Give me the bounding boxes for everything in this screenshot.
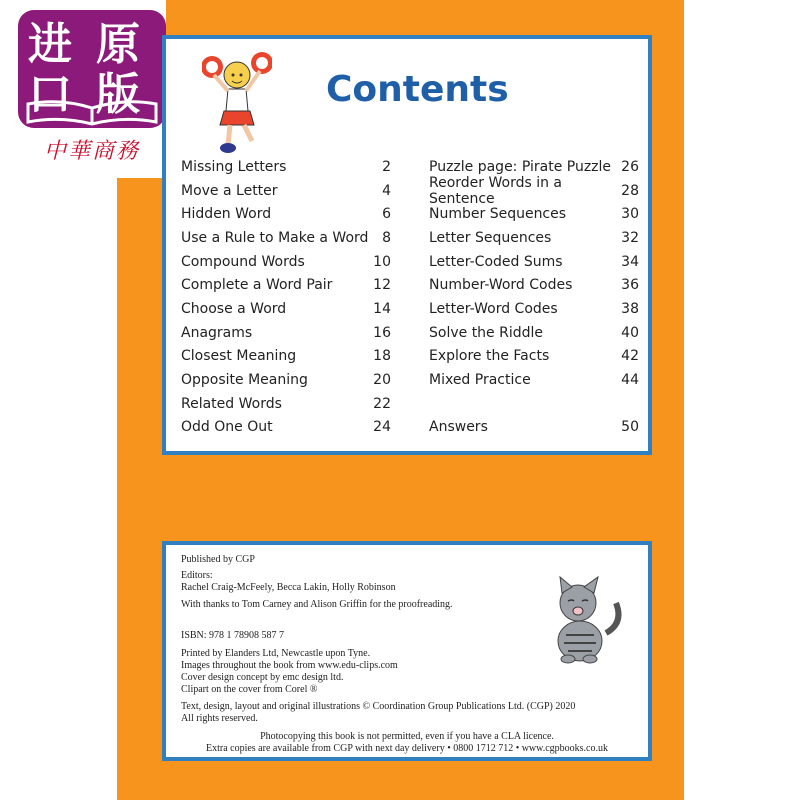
toc-page: 44 (621, 372, 639, 389)
toc-label: Hidden Word (181, 206, 272, 223)
toc-label: Number-Word Codes (429, 277, 573, 294)
toc-label: Reorder Words in a Sentence (429, 174, 563, 207)
toc-page: 26 (621, 158, 639, 175)
toc-label: Puzzle page: Pirate Puzzle (429, 158, 612, 175)
toc-entry (181, 250, 391, 274)
toc-label: Explore the Facts (429, 348, 550, 365)
toc-entry (181, 202, 391, 226)
badge-char-4: 版 (96, 69, 140, 120)
toc-label: Related Words (181, 395, 282, 412)
toc-page: 24 (373, 419, 391, 436)
toc-label: Opposite Meaning (181, 372, 308, 389)
toc-right-column (429, 155, 639, 439)
contents-title: Contents (326, 69, 509, 110)
toc-label: Closest Meaning (181, 348, 297, 365)
toc-page: 14 (373, 300, 391, 317)
toc-entry (181, 321, 391, 345)
cheerleader-icon (202, 45, 272, 155)
toc-page: 28 (621, 182, 639, 199)
toc-page: 2 (382, 158, 391, 175)
badge-subtitle: 中華商務 (43, 139, 140, 164)
toc-page: 42 (621, 348, 639, 365)
toc-label: Use a Rule to Make a Word (181, 229, 369, 246)
toc-label: Letter-Word Codes (429, 300, 558, 317)
toc-entry (181, 297, 391, 321)
thanks: With thanks to Tom Carney and Alison Griffin for the proofreading. (181, 599, 453, 610)
toc-entry (429, 345, 639, 369)
toc-label: Complete a Word Pair (181, 277, 333, 294)
toc-label: Letter Sequences (429, 229, 552, 246)
toc-entry (181, 226, 391, 250)
toc-entry (429, 297, 639, 321)
printed-by: Printed by Elanders Ltd, Newcastle upon Tyne. (181, 648, 371, 659)
toc-label: Number Sequences (429, 206, 567, 223)
badge-char-1: 进 (28, 19, 72, 70)
toc-label: Move a Letter (181, 182, 278, 199)
clipart-credit: Clipart on the cover from Corel ® (181, 684, 318, 695)
toc-page: 4 (382, 182, 391, 199)
toc-label: Answers (429, 419, 488, 436)
cat-icon (544, 573, 624, 665)
contents-panel (162, 35, 652, 455)
toc-page: 22 (373, 395, 391, 412)
toc-entry-answers (429, 416, 639, 440)
toc-entry (181, 345, 391, 369)
toc-page: 8 (382, 229, 391, 246)
toc-label: Compound Words (181, 253, 305, 270)
toc-page: 40 (621, 324, 639, 341)
import-badge (0, 0, 166, 178)
toc-entry (429, 226, 639, 250)
toc-entry (181, 155, 391, 179)
toc-page: 34 (621, 253, 639, 270)
badge-char-2: 原 (96, 19, 140, 70)
toc-spacer (429, 392, 639, 416)
toc-page: 30 (621, 206, 639, 223)
toc-page: 6 (382, 206, 391, 223)
toc-label: Missing Letters (181, 158, 287, 175)
toc-entry (429, 368, 639, 392)
toc-page: 18 (373, 348, 391, 365)
toc-entry (429, 250, 639, 274)
extra-copies: Extra copies are available from CGP with next day delivery • 0800 1712 712 • www.cgpbooks.co.uk (205, 743, 608, 754)
copyright: Text, design, layout and original illustrations © Coordination Group Publications Ltd. (CGP) 2020 (181, 701, 576, 712)
toc-page: 12 (373, 277, 391, 294)
toc-entry (181, 368, 391, 392)
toc-entry (181, 392, 391, 416)
badge-char-3: 口 (28, 69, 72, 120)
editors-heading: Editors: (181, 570, 213, 581)
publisher-panel (162, 541, 652, 761)
toc-label: Mixed Practice (429, 372, 531, 389)
toc-label: Letter-Coded Sums (429, 253, 563, 270)
published-by: Published by CGP (181, 554, 255, 565)
toc-page: 16 (373, 324, 391, 341)
toc-entry (181, 179, 391, 203)
toc-entry (429, 273, 639, 297)
toc-entry (181, 416, 391, 440)
toc-entry (181, 273, 391, 297)
toc-label: Anagrams (181, 324, 253, 341)
toc-entry (429, 321, 639, 345)
images-credit: Images throughout the book from www.edu-clips.com (181, 660, 398, 671)
toc-left-column (181, 155, 391, 439)
open-book-icon (24, 98, 160, 126)
cover-design: Cover design concept by emc design ltd. (181, 672, 344, 683)
toc-page: 20 (373, 372, 391, 389)
toc-label: Odd One Out (181, 419, 273, 436)
toc-page: 10 (373, 253, 391, 270)
badge-box (18, 10, 166, 128)
isbn: ISBN: 978 1 78908 587 7 (181, 630, 285, 641)
toc-page: 32 (621, 229, 639, 246)
editors: Rachel Craig-McFeely, Becca Lakin, Holly Robinson (181, 582, 396, 593)
toc-page: 38 (621, 300, 639, 317)
toc-page: 36 (621, 277, 639, 294)
rights-reserved: All rights reserved. (181, 713, 258, 724)
toc-label: Choose a Word (181, 300, 287, 317)
toc-entry (429, 174, 639, 207)
toc-page: 50 (621, 419, 639, 436)
photocopy-notice: Photocopying this book is not permitted, even if you have a CLA licence. (260, 731, 554, 742)
toc-label: Solve the Riddle (429, 324, 544, 341)
